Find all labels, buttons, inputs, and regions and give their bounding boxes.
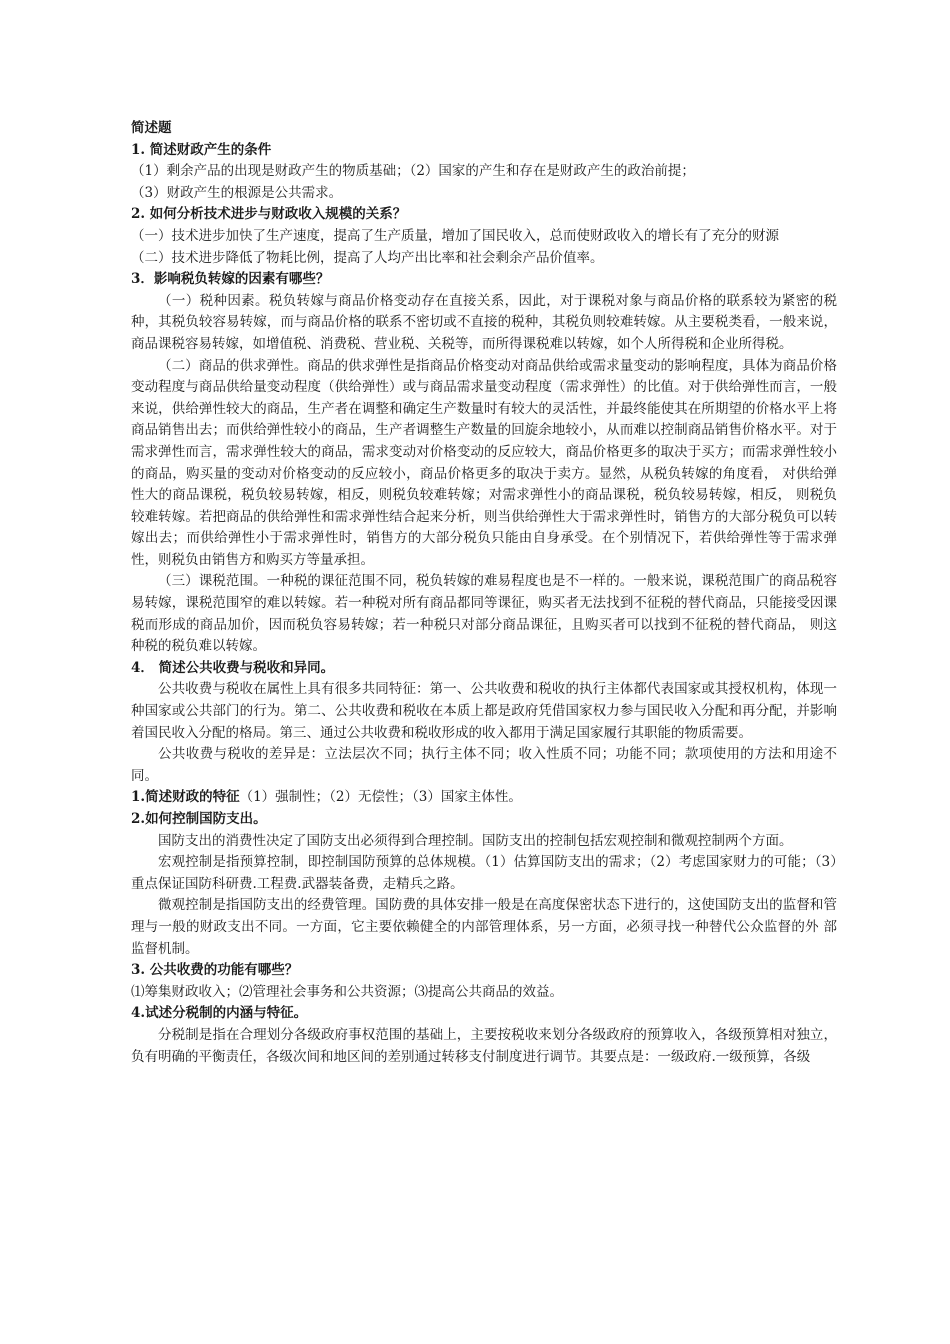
question-5 xyxy=(131,787,837,809)
question-5-title: 1.简述财政的特征 xyxy=(131,789,240,806)
question-8-title: 4.试述分税制的内涵与特征。 xyxy=(131,1005,308,1022)
question-6-paragraph-3: 微观控制是指国防支出的经费管理。国防费的具体安排一般是在高度保密状态下进行的，这使国防支出的监督和管理与一般的财政支出不同。一方面，它主要依赖健全的内部管理体系，另一方面，必须寻找一种替代公众监督的外 部监督机制。 xyxy=(131,897,837,957)
question-6-title: 2.如何控制国防支出。 xyxy=(131,811,267,827)
question-4-paragraph-1: 公共收费与税收在属性上具有很多共同特征：第一、公共收费和税收的执行主体都代表国家或其授权机构，体现一种国家或公共部门的行为。第二、公共收费和税收在本质上都是政府凭借国家权力参与国民收入分配和再分配，并影响着国民收入分配的格局。第三、通过公共收费和税收形成的收入都用于满足国家履行其职能的物质需要。 xyxy=(131,681,837,741)
question-2-line-2: （二）技术进步降低了物耗比例，提高了人均产出比率和社会剩余产品价值率。 xyxy=(131,249,604,266)
question-7-line: ⑴筹集财政收入；⑵管理社会事务和公共资源；⑶提高公共商品的效益。 xyxy=(131,983,563,1000)
question-8-paragraph: 分税制是指在合理划分各级政府事权范围的基础上，主要按税收来划分各级政府的预算收入，各级预算相对独立，负有明确的平衡责任，各级次间和地区间的差别通过转移支付制度进行调节。其要点是：一级政府.一级预算，各级 xyxy=(131,1026,837,1065)
question-3-paragraph-2: （二）商品的供求弹性。商品的供求弹性是指商品价格变动对商品供给或需求量变动的影响程度，具体为商品价格变动程度与商品供给量变动程度（供给弹性）或与商品需求量变动程度（需求弹性）的比值。对于供给弹性而言，一般来说，供给弹性较大的商品，生产者在调整和确定生产数量时有较大的灵活性，并最终能使其在所期望的价格水平上将商品销售出去；而供给弹性较小的商品，生产者调整生产数量的回旋余地较小，从而难以控制商品销售价格水平。对于需求弹性而言，需求弹性较大的商品，需求变动对价格变动的反应较大，商品价格更多的取决于买方；而需求弹性较小的商品，购买量的变动对价格变动的反应较小，商品价格更多的取决于卖方。显然，从税负转嫁的角度看， 对供给弹性大的商品课税，税负较易转嫁，相反，则税负较难转嫁；对需求弹性小的商品课税，税负较易转嫁，相反， 则税负较难转嫁。若把商品的供给弹性和需求弹性结合起来分析，则当供给弹性大于需求弹性时，销售方的大部分税负可以转嫁出去；而供给弹性小于需求弹性时，销售方的大部分税负只能由自身承受。在个别情况下，若供给弹性等于需求弹性，则税负由销售方和购买方等量承担。 xyxy=(131,357,837,568)
question-6-paragraph-2: 宏观控制是指预算控制，即控制国防预算的总体规模。（1）估算国防支出的需求；（2）考虑国家财力的可能；（3）重点保证国防科研费.工程费.武器装备费，走精兵之路。 xyxy=(131,854,837,892)
question-4-title: 4． 简述公共收费与税收和异同。 xyxy=(131,659,335,676)
question-2-line-1: （一）技术进步加快了生产速度，提高了生产质量，增加了国民收入，总而使财政收入的增长有了充分的财源 xyxy=(131,227,779,244)
question-3-title: 3．影响税负转嫁的因素有哪些？ xyxy=(131,271,330,288)
question-3-paragraph-1: （一）税种因素。税负转嫁与商品价格变动存在直接关系，因此，对于课税对象与商品价格的联系较为紧密的税种，其税负较容易转嫁，而与商品价格的联系不密切或不直接的税种，其税负则较难转嫁。从主要税类看，一般来说， 商品课税容易转嫁，如增值税、消费税、营业税、关税等，而所得课税难以转嫁，如个人所得税和企业所得税。 xyxy=(131,292,837,352)
document-page xyxy=(131,118,837,1068)
question-6-paragraph-1: 国防支出的消费性决定了国防支出必须得到合理控制。国防支出的控制包括宏观控制和微观控制两个方面。 xyxy=(158,832,793,849)
question-4-paragraph-2: 公共收费与税收的差异是：立法层次不同；执行主体不同；收入性质不同；功能不同；款项使用的方法和用途不同。 xyxy=(131,746,837,784)
question-1-title: 1. 简述财政产生的条件 xyxy=(131,141,272,158)
section-title: 简述题 xyxy=(131,120,172,136)
question-7-title: 3. 公共收费的功能有哪些？ xyxy=(131,962,299,979)
question-1-line-1: （1）剩余产品的出现是财政产生的物质基础；（2）国家的产生和存在是财政产生的政治前提； xyxy=(131,163,695,180)
question-2-title: 2. 如何分析技术进步与财政收入规模的关系？ xyxy=(131,206,407,223)
question-1-line-2: （3）财政产生的根源是公共需求。 xyxy=(131,184,343,201)
question-5-answer: （1）强制性；（2）无偿性；（3）国家主体性。 xyxy=(239,789,522,806)
question-3-paragraph-3: （三）课税范围。一种税的课征范围不同，税负转嫁的难易程度也是不一样的。一般来说，课税范围广的商品税容易转嫁，课税范围窄的难以转嫁。若一种税对所有商品都同等课征，购买者无法找到不征税的替代商品，只能接受因课税而形成的商品加价，因而税负容易转嫁；若一种税只对部分商品课征，且购买者可以找到不征税的替代商品， 则这种税的税负难以转嫁。 xyxy=(131,573,837,655)
